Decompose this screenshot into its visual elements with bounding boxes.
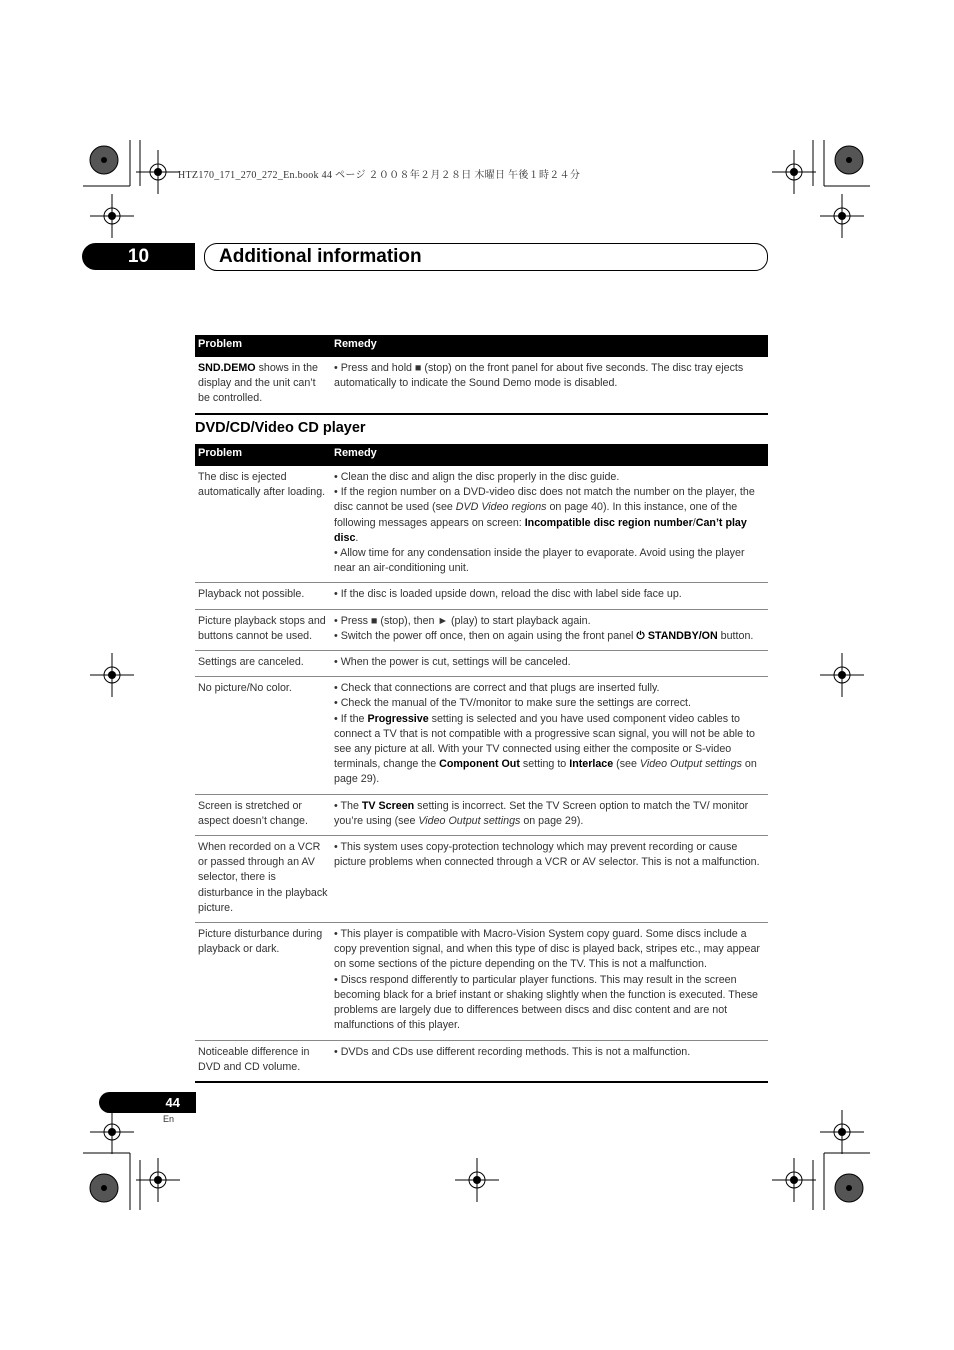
remedy-line: • Press ■ (stop), then ► (play) to start playback again. [334, 614, 591, 627]
remedy-line: • Clean the disc and align the disc properly in the disc guide. [334, 471, 620, 483]
remedy-bold: TV Screen [361, 799, 415, 812]
remedy-cell [331, 923, 768, 1040]
page-number-badge: 44 [99, 1092, 196, 1113]
table-row [195, 794, 768, 835]
problem-cell: No picture/No color. [195, 677, 331, 794]
remedy-text: setting to [519, 758, 570, 771]
remedy-text: . [355, 531, 359, 544]
remedy-bold: Can’t play disc [334, 516, 747, 544]
remedy-text: setting is incorrect. Set the TV Screen option to match the TV/ monitor you’re using (see [334, 799, 749, 827]
remedy-cell: • If the disc is loaded upside down, reload the disc with label side face up. [331, 583, 768, 609]
remedy-bold: Component Out [439, 758, 520, 771]
remedy-text: (see [613, 758, 640, 771]
remedy-text: on page 40). In this instance, one of the following messages appears on screen: [334, 501, 738, 529]
remedy-cell [331, 609, 768, 650]
header-remedy: Remedy [331, 335, 768, 357]
remedy-cell [331, 677, 768, 794]
table-row [195, 583, 768, 609]
remedy-line: • Check that connections are correct and that plugs are inserted fully. [334, 682, 660, 695]
problem-text: shows in the display and the unit can’t be controlled. [198, 362, 318, 405]
remedy-line [334, 485, 765, 546]
remedy-text: button. [717, 629, 754, 642]
remedy-bold: Progressive [367, 712, 429, 725]
remedy-cell: • This system uses copy-protection technology which may prevent recording or cause picture problems when connected through a VCR or AV selector. This is not a malfunction. [331, 836, 768, 923]
problem-cell: Screen is stretched or aspect doesn’t change. [195, 794, 331, 835]
remedy-text: setting is selected and you have used component video cables to connect a TV that is not compatible with a progressive scan signal, you will not be able to see any picture at all. With your TV connected using either the composite or S-video terminals, change the [334, 712, 756, 771]
troubleshooting-table-dvd [195, 444, 768, 1083]
problem-cell: Playback not possible. [195, 583, 331, 609]
remedy-bold: Interlace [569, 758, 614, 771]
header-problem: Problem [195, 335, 331, 357]
remedy-text: • Switch the power off once, then on again using the front panel [334, 629, 637, 642]
remedy-cell: • When the power is cut, settings will be canceled. [331, 651, 768, 677]
remedy-line [334, 712, 765, 788]
chapter-title-box [204, 243, 768, 271]
problem-cell: Picture playback stops and buttons cannot be used. [195, 609, 331, 650]
table-row [195, 357, 768, 414]
chapter-number-badge: 10 [82, 243, 195, 270]
table-row [195, 466, 768, 583]
file-header: HTZ170_171_270_272_En.book 44 ページ ２００８年２月２８日 木曜日 午後１時２４分 [178, 170, 581, 181]
remedy-text: / [692, 516, 696, 529]
remedy-line: • Discs respond differently to particular player functions. This may result in the screen becoming black for a brief instant or shaking slightly when the function is executed. These problems are largely due to differences between discs and disc content and are not malfunctions of this player. [334, 973, 758, 1032]
problem-cell [195, 357, 331, 414]
remedy-text: • The [334, 799, 362, 812]
remedy-bold: Incompatible disc region number [524, 516, 693, 529]
problem-cell: Picture disturbance during playback or dark. [195, 923, 331, 1040]
remedy-ref: DVD Video regions [455, 501, 547, 514]
problem-cell: When recorded on a VCR or passed through an AV selector, there is disturbance in the playback picture. [195, 836, 331, 923]
remedy-text: • If the [334, 712, 368, 725]
problem-cell: The disc is ejected automatically after loading. [195, 466, 331, 583]
remedy-cell: • Press and hold ■ (stop) on the front panel for about five seconds. The disc tray ejects automatically to indicate the Sound Demo mode is disabled. [331, 357, 768, 414]
table-row [195, 677, 768, 794]
section-title: DVD/CD/Video CD player [195, 420, 366, 436]
table-row [195, 651, 768, 677]
remedy-cell [331, 466, 768, 583]
header-problem: Problem [195, 444, 331, 466]
remedy-cell [331, 794, 768, 835]
remedy-ref: Video Output settings [418, 814, 521, 827]
remedy-line: • Check the manual of the TV/monitor to make sure the settings are correct. [334, 697, 691, 710]
table-row [195, 836, 768, 923]
troubleshooting-table-general [195, 335, 768, 415]
remedy-bold: ⏻ STANDBY/ON [636, 629, 718, 642]
table-row [195, 923, 768, 1040]
table-row [195, 1040, 768, 1082]
remedy-line: • This player is compatible with Macro-Vision System copy guard. Some discs include a copy prevention signal, and when this type of disc is played back, stripes etc., may appear on some sections of the picture depending on the TV. This is not a malfunction. [334, 928, 760, 971]
problem-bold: SND.DEMO [198, 362, 256, 374]
chapter-title: Additional information [219, 246, 422, 267]
table-header-row [195, 335, 768, 357]
remedy-cell: • DVDs and CDs use different recording methods. This is not a malfunction. [331, 1040, 768, 1082]
page-language: En [163, 1114, 175, 1124]
remedy-text: • If the region number on a DVD-video disc does not match the number on the player, the disc cannot be used (see [334, 486, 755, 514]
remedy-text: on page 29). [520, 814, 584, 827]
remedy-ref: Video Output settings [639, 758, 742, 771]
remedy-text: on page 29). [334, 758, 757, 786]
problem-cell: Noticeable difference in DVD and CD volume. [195, 1040, 331, 1082]
table-row [195, 609, 768, 650]
remedy-line [334, 629, 765, 644]
table-header-row [195, 444, 768, 466]
header-remedy: Remedy [331, 444, 768, 466]
remedy-line: • Allow time for any condensation inside the player to evaporate. Avoid using the player near an air-conditioning unit. [334, 547, 745, 575]
problem-cell: Settings are canceled. [195, 651, 331, 677]
